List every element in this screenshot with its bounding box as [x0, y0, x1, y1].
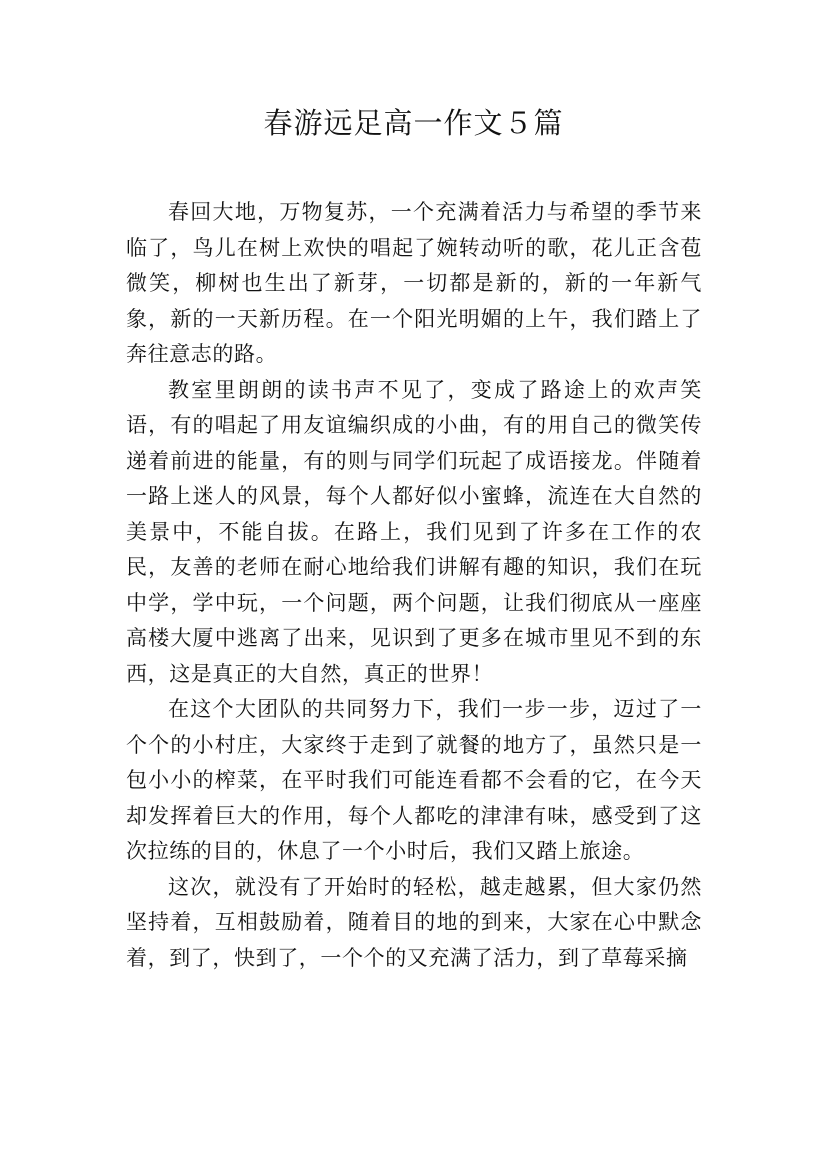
- paragraph-3: 在这个大团队的共同努力下，我们一步一步，迈过了一个个的小村庄，大家终于走到了就餐的地方了，虽然只是一包小小的榨菜，在平时我们可能连看都不会看的它，在今天却发挥着巨大的作用，每个人都吃的津津有味，感受到了这次拉练的目的，休息了一个小时后，我们又踏上旅途。: [126, 697, 702, 863]
- paragraph-4: 这次，就没有了开始时的轻松，越走越累，但大家仍然坚持着，互相鼓励着，随着目的地的到来，大家在心中默念着，到了，快到了，一个个的又充满了活力，到了草莓采摘: [126, 874, 702, 970]
- document-title: 春游远足高一作文５篇: [263, 106, 564, 140]
- document-body: [126, 195, 702, 976]
- paragraph-2: 教室里朗朗的读书声不见了，变成了路途上的欢声笑语，有的唱起了用友谊编织成的小曲，有的用自己的微笑传递着前进的能量，有的则与同学们玩起了成语接龙。伴随着一路上迷人的风景，每个人都好似小蜜蜂，流连在大自然的美景中，不能自拔。在路上，我们见到了许多在工作的农民，友善的老师在耐心地给我们讲解有趣的知识，我们在玩中学，学中玩，一个问题，两个问题，让我们彻底从一座座高楼大厦中逃离了出来，见识到了更多在城市里见不到的东西，这是真正的大自然，真正的世界！: [126, 377, 702, 686]
- paragraph-1: 春回大地，万物复苏，一个充满着活力与希望的季节来临了，鸟儿在树上欢快的唱起了婉转动听的歌，花儿正含苞微笑，柳树也生出了新芽，一切都是新的，新的一年新气象，新的一天新历程。在一个阳光明媚的上午，我们踏上了奔往意志的路。: [126, 200, 702, 366]
